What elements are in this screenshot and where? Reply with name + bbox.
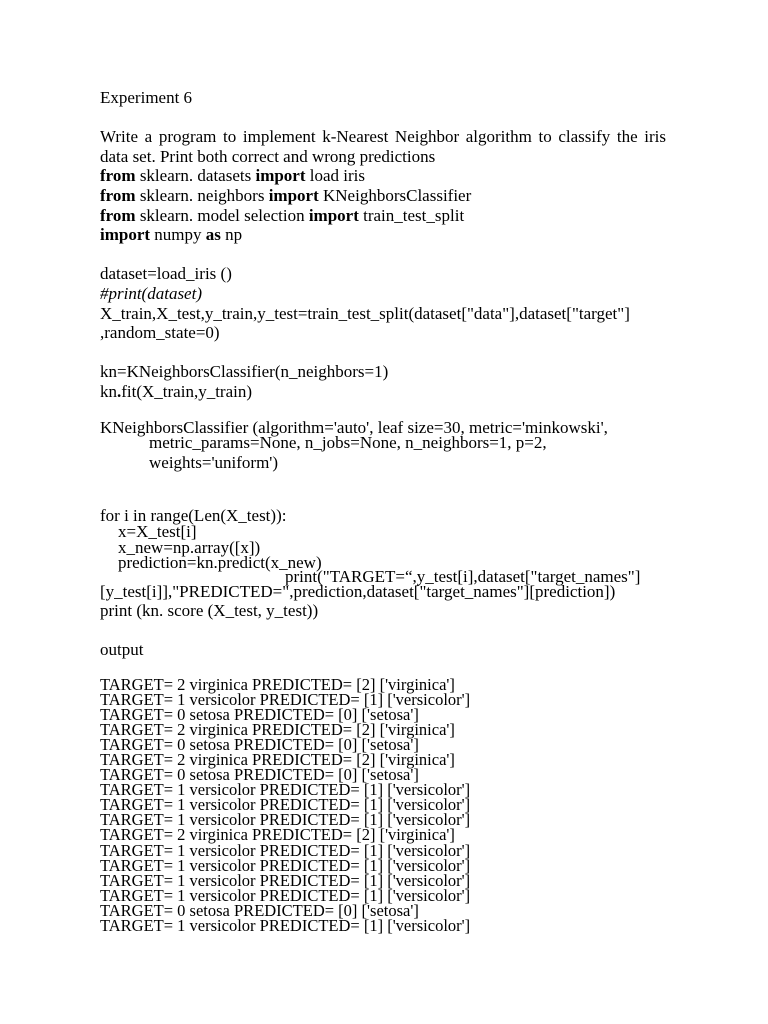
- keyword: from: [100, 206, 136, 225]
- output-line: TARGET= 2 virginica PREDICTED= [2] ['virginica']: [100, 720, 455, 739]
- loop-line: print("TARGET=“,y_test[i],dataset["target_names"]: [285, 567, 641, 586]
- module-name: sklearn. datasets: [135, 166, 256, 185]
- import-line: [100, 166, 365, 186]
- keyword: import: [255, 166, 306, 185]
- experiment-title: Experiment 6: [100, 88, 193, 107]
- keyword: import: [308, 206, 359, 225]
- output-line: TARGET= 1 versicolor PREDICTED= [1] ['versicolor']: [100, 871, 471, 890]
- code-line: kn=KNeighborsClassifier(n_neighbors=1): [100, 362, 389, 381]
- module-name: sklearn. model selection: [135, 206, 309, 225]
- code-text: fit(X_train,y_train): [121, 382, 253, 401]
- module-name: sklearn. neighbors: [135, 186, 269, 205]
- imported-name: KNeighborsClassifier: [318, 186, 472, 205]
- loop-line: x_new=np.array([x]): [118, 538, 261, 557]
- output-line: TARGET= 0 setosa PREDICTED= [0] ['setosa']: [100, 765, 419, 784]
- output-line: TARGET= 1 versicolor PREDICTED= [1] ['versicolor']: [100, 841, 471, 860]
- keyword: import: [268, 186, 319, 205]
- imported-name: load iris: [305, 166, 366, 185]
- loop-line: [y_test[i]],"PREDICTED=",prediction,dataset["target_names"][prediction]): [100, 582, 616, 601]
- output-line: TARGET= 1 versicolor PREDICTED= [1] ['versicolor']: [100, 856, 471, 875]
- output-line: TARGET= 0 setosa PREDICTED= [0] ['setosa']: [100, 735, 419, 754]
- classifier-repr-line: metric_params=None, n_jobs=None, n_neighbors=1, p=2,: [149, 433, 547, 452]
- output-line: TARGET= 0 setosa PREDICTED= [0] ['setosa']: [100, 901, 419, 920]
- code-line: [100, 382, 252, 402]
- output-label: output: [100, 640, 144, 659]
- keyword: import: [100, 225, 151, 244]
- code-line: dataset=load_iris (): [100, 264, 232, 283]
- output-line: TARGET= 1 versicolor PREDICTED= [1] ['versicolor']: [100, 780, 471, 799]
- output-line: TARGET= 2 virginica PREDICTED= [2] ['virginica']: [100, 825, 455, 844]
- imported-name: np: [220, 225, 243, 244]
- score-line: print (kn. score (X_test, y_test)): [100, 601, 319, 620]
- loop-line: for i in range(Len(X_test)):: [100, 506, 287, 525]
- keyword: from: [100, 186, 136, 205]
- code-comment: [100, 284, 202, 304]
- output-line: TARGET= 1 versicolor PREDICTED= [1] ['versicolor']: [100, 916, 471, 935]
- loop-line: x=X_test[i]: [118, 522, 197, 541]
- keyword: as: [205, 225, 221, 244]
- loop-line: prediction=kn.predict(x_new): [118, 553, 322, 572]
- output-line: TARGET= 2 virginica PREDICTED= [2] ['virginica']: [100, 675, 455, 694]
- import-line: [100, 206, 464, 226]
- output-line: TARGET= 1 versicolor PREDICTED= [1] ['versicolor']: [100, 886, 471, 905]
- problem-statement: Write a program to implement k-Nearest Neighbor algorithm to classify the iris data set. Print both correct and wrong predictions: [100, 127, 666, 166]
- classifier-repr-line: KNeighborsClassifier (algorithm='auto', leaf size=30, metric='minkowski',: [100, 418, 608, 437]
- dot-operator: .: [117, 382, 122, 401]
- output-line: TARGET= 0 setosa PREDICTED= [0] ['setosa']: [100, 705, 419, 724]
- keyword: from: [100, 166, 136, 185]
- output-line: TARGET= 1 versicolor PREDICTED= [1] ['versicolor']: [100, 795, 471, 814]
- import-numpy-line: [100, 225, 242, 245]
- code-text: kn: [100, 382, 117, 401]
- module-name: numpy: [150, 225, 206, 244]
- import-line: [100, 186, 471, 206]
- imported-name: train_test_split: [358, 206, 465, 225]
- output-line: TARGET= 2 virginica PREDICTED= [2] ['virginica']: [100, 750, 455, 769]
- code-line: ,random_state=0): [100, 323, 220, 342]
- output-line: TARGET= 1 versicolor PREDICTED= [1] ['versicolor']: [100, 810, 471, 829]
- code-line: X_train,X_test,y_train,y_test=train_test_split(dataset["data"],dataset["target"]: [100, 304, 630, 323]
- comment-text: #print(dataset): [100, 284, 202, 303]
- output-line: TARGET= 1 versicolor PREDICTED= [1] ['versicolor']: [100, 690, 471, 709]
- classifier-repr-line: weights='uniform'): [149, 453, 279, 472]
